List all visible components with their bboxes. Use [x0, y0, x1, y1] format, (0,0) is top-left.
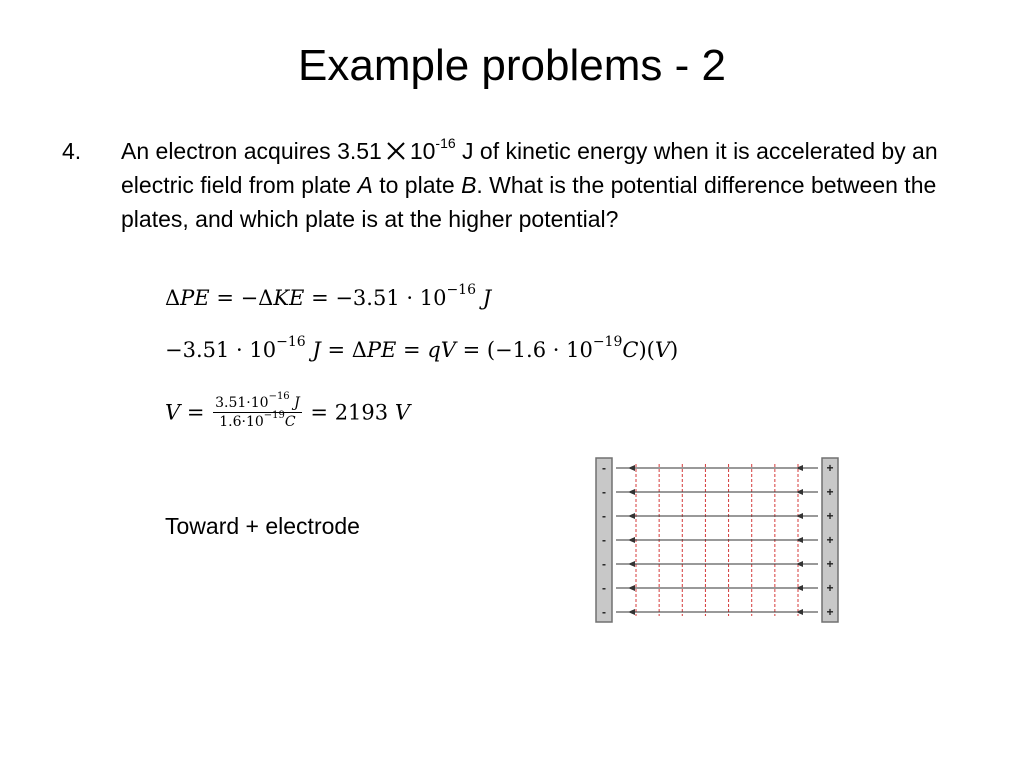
problem-number: 4.	[62, 138, 82, 164]
plus-sign: +	[826, 581, 834, 595]
eq1-part2: = −Δ	[209, 286, 274, 310]
eq2-part4: = (−1.6 · 10	[455, 338, 593, 362]
field-arrow-icon	[628, 537, 635, 543]
eq2-v: V	[654, 338, 670, 362]
eq2-unit-j: J	[312, 338, 321, 362]
answer-text: Toward + electrode	[165, 513, 360, 539]
minus-sign: -	[602, 485, 606, 499]
eq3-den-exponent: −19	[263, 410, 285, 422]
eq3-den-unit: C	[284, 414, 296, 430]
field-arrow-icon	[796, 609, 803, 615]
eq1-unit: J	[482, 286, 492, 310]
field-arrow-icon	[796, 585, 803, 591]
field-arrow-icon	[796, 513, 803, 519]
eq2-pe: PE	[366, 338, 397, 362]
eq3-den-text: 1.6·10	[219, 414, 264, 430]
minus-sign: -	[602, 461, 606, 475]
problem-text-part1: An electron acquires 3.51	[121, 138, 382, 164]
field-arrow-icon	[628, 609, 635, 615]
eq2-part2: = Δ	[320, 338, 367, 362]
eq3-v: V	[165, 400, 181, 425]
problem-text-part2: 10	[409, 138, 436, 164]
field-arrow-icon	[628, 561, 635, 567]
field-arrow-icon	[796, 561, 803, 567]
eq2-exponent1: −16	[276, 334, 306, 350]
problem-text-part5: . What is the potential difference between the plates, and which plate is at the higher potential?	[121, 172, 937, 232]
problem-text	[121, 134, 971, 236]
slide-title: Example problems - 2	[298, 41, 726, 90]
eq1-ke: KE	[273, 286, 305, 310]
eq2-part6: )	[670, 338, 679, 362]
eq3-equals1: =	[180, 400, 212, 425]
problem-text-part3: J of kinetic energy when it is accelerated by an electric field from plate	[121, 138, 938, 198]
electric-field-diagram	[592, 454, 844, 626]
minus-sign: -	[602, 533, 606, 547]
field-arrow-icon	[796, 465, 803, 471]
plus-sign: +	[826, 605, 834, 619]
minus-sign: -	[602, 509, 606, 523]
field-arrow-icon	[796, 537, 803, 543]
eq1-exponent: −16	[446, 282, 476, 298]
eq1-delta: Δ	[165, 286, 181, 310]
field-arrow-icon	[628, 465, 635, 471]
plus-sign: +	[826, 533, 834, 547]
eq3-result-unit: V	[394, 400, 410, 425]
plate-a-label: A	[357, 172, 373, 198]
eq3-fraction	[213, 391, 302, 431]
eq1-part3: = −3.51 · 10	[304, 286, 447, 310]
eq1-pe: PE	[180, 286, 210, 310]
field-arrow-icon	[628, 489, 635, 495]
eq2-unit-c: C	[622, 338, 639, 362]
eq2-part3: =	[396, 338, 428, 362]
field-arrow-icon	[796, 489, 803, 495]
equation-3	[165, 391, 410, 444]
plus-sign: +	[826, 485, 834, 499]
plus-sign: +	[826, 461, 834, 475]
problem-exponent: -16	[435, 135, 456, 152]
field-arrow-icon	[628, 513, 635, 519]
equation-1	[165, 282, 492, 310]
eq2-qv: qV	[427, 338, 456, 362]
eq3-num-unit: J	[294, 395, 300, 411]
plus-sign: +	[826, 509, 834, 523]
field-arrow-icon	[628, 585, 635, 591]
times-icon	[386, 141, 406, 161]
minus-sign: -	[602, 581, 606, 595]
eq2-part5: )(	[638, 338, 655, 362]
eq2-part1: −3.51 · 10	[165, 338, 277, 362]
minus-sign: -	[602, 605, 606, 619]
eq3-num-text: 3.51·10	[215, 395, 269, 411]
equation-2	[165, 334, 679, 362]
plate-b-label: B	[461, 172, 477, 198]
eq2-exponent2: −19	[592, 334, 623, 350]
plus-sign: +	[826, 557, 834, 571]
eq3-equals2: = 2193	[303, 400, 395, 425]
problem-text-part4: to plate	[372, 172, 462, 198]
eq3-denominator	[213, 410, 302, 431]
eq3-numerator	[213, 391, 302, 413]
eq3-num-exponent: −16	[268, 391, 290, 403]
minus-sign: -	[602, 557, 606, 571]
